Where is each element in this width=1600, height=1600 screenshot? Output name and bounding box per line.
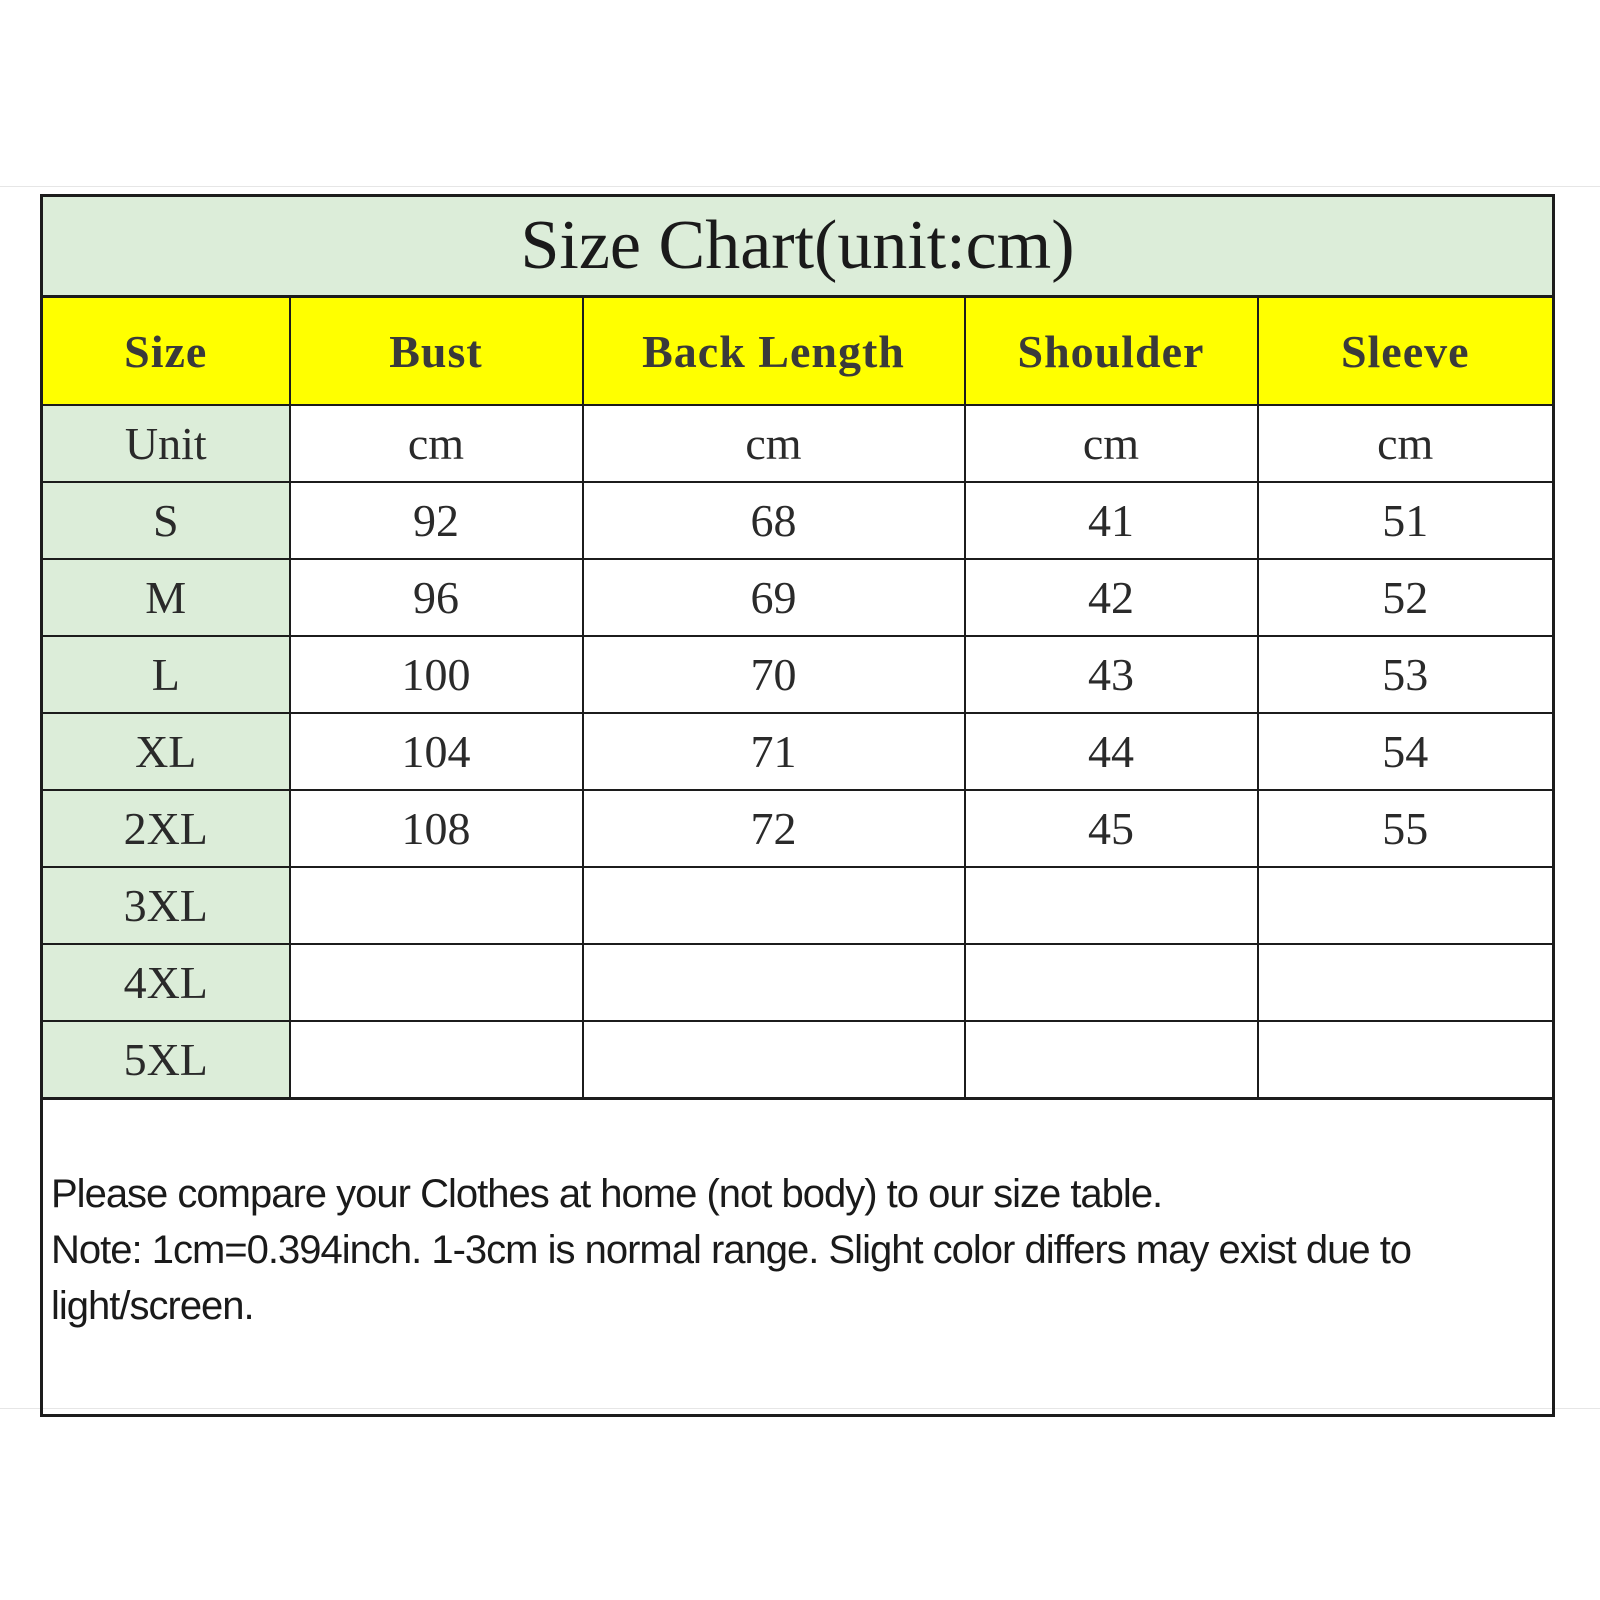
size-cell: M xyxy=(42,559,290,636)
sleeve-cell: cm xyxy=(1258,405,1554,482)
sleeve-cell xyxy=(1258,1021,1554,1099)
gridline-top xyxy=(0,186,1600,187)
table-row-3xl xyxy=(42,867,1554,944)
sleeve-cell: 53 xyxy=(1258,636,1554,713)
table-row-xl xyxy=(42,713,1554,790)
header-size: Size xyxy=(42,297,290,406)
bust-cell: 108 xyxy=(290,790,583,867)
back-length-cell: 72 xyxy=(583,790,965,867)
sleeve-cell: 55 xyxy=(1258,790,1554,867)
size-cell: XL xyxy=(42,713,290,790)
bust-cell: 92 xyxy=(290,482,583,559)
table-row-m xyxy=(42,559,1554,636)
shoulder-cell: 45 xyxy=(965,790,1258,867)
size-cell: 4XL xyxy=(42,944,290,1021)
table-row-5xl xyxy=(42,1021,1554,1099)
sleeve-cell: 51 xyxy=(1258,482,1554,559)
table-row-s xyxy=(42,482,1554,559)
header-bust: Bust xyxy=(290,297,583,406)
note-row xyxy=(42,1099,1554,1416)
size-cell: Unit xyxy=(42,405,290,482)
back-length-cell xyxy=(583,944,965,1021)
size-cell: 2XL xyxy=(42,790,290,867)
size-cell: L xyxy=(42,636,290,713)
sleeve-cell: 52 xyxy=(1258,559,1554,636)
header-sleeve: Sleeve xyxy=(1258,297,1554,406)
header-shoulder: Shoulder xyxy=(965,297,1258,406)
shoulder-cell: 43 xyxy=(965,636,1258,713)
header-back-length: Back Length xyxy=(583,297,965,406)
table-row-4xl xyxy=(42,944,1554,1021)
title-row xyxy=(42,196,1554,297)
shoulder-cell: cm xyxy=(965,405,1258,482)
back-length-cell: cm xyxy=(583,405,965,482)
bust-cell: 100 xyxy=(290,636,583,713)
back-length-cell: 71 xyxy=(583,713,965,790)
back-length-cell: 69 xyxy=(583,559,965,636)
back-length-cell: 70 xyxy=(583,636,965,713)
note-compare-text: Please compare your Clothes at home (not body) to our size table. xyxy=(51,1172,1163,1216)
sleeve-cell xyxy=(1258,867,1554,944)
size-cell: S xyxy=(42,482,290,559)
shoulder-cell xyxy=(965,944,1258,1021)
sleeve-cell: 54 xyxy=(1258,713,1554,790)
back-length-cell xyxy=(583,1021,965,1099)
bust-cell: 96 xyxy=(290,559,583,636)
shoulder-cell xyxy=(965,1021,1258,1099)
shoulder-cell: 42 xyxy=(965,559,1258,636)
table-row-2xl xyxy=(42,790,1554,867)
bust-cell: 104 xyxy=(290,713,583,790)
header-row xyxy=(42,297,1554,406)
bust-cell xyxy=(290,867,583,944)
shoulder-cell: 44 xyxy=(965,713,1258,790)
bust-cell xyxy=(290,944,583,1021)
back-length-cell: 68 xyxy=(583,482,965,559)
size-cell: 5XL xyxy=(42,1021,290,1099)
size-cell: 3XL xyxy=(42,867,290,944)
chart-title: Size Chart(unit:cm) xyxy=(42,196,1554,297)
back-length-cell xyxy=(583,867,965,944)
table-row-unit xyxy=(42,405,1554,482)
shoulder-cell: 41 xyxy=(965,482,1258,559)
sleeve-cell xyxy=(1258,944,1554,1021)
bust-cell: cm xyxy=(290,405,583,482)
size-chart-table xyxy=(40,194,1555,1417)
shoulder-cell xyxy=(965,867,1258,944)
table-row-l xyxy=(42,636,1554,713)
bust-cell xyxy=(290,1021,583,1099)
note-cell xyxy=(42,1099,1554,1416)
note-conversion-text: Note: 1cm=0.394inch. 1-3cm is normal range. Slight color differs may exist due to light/screen. xyxy=(51,1228,1412,1328)
